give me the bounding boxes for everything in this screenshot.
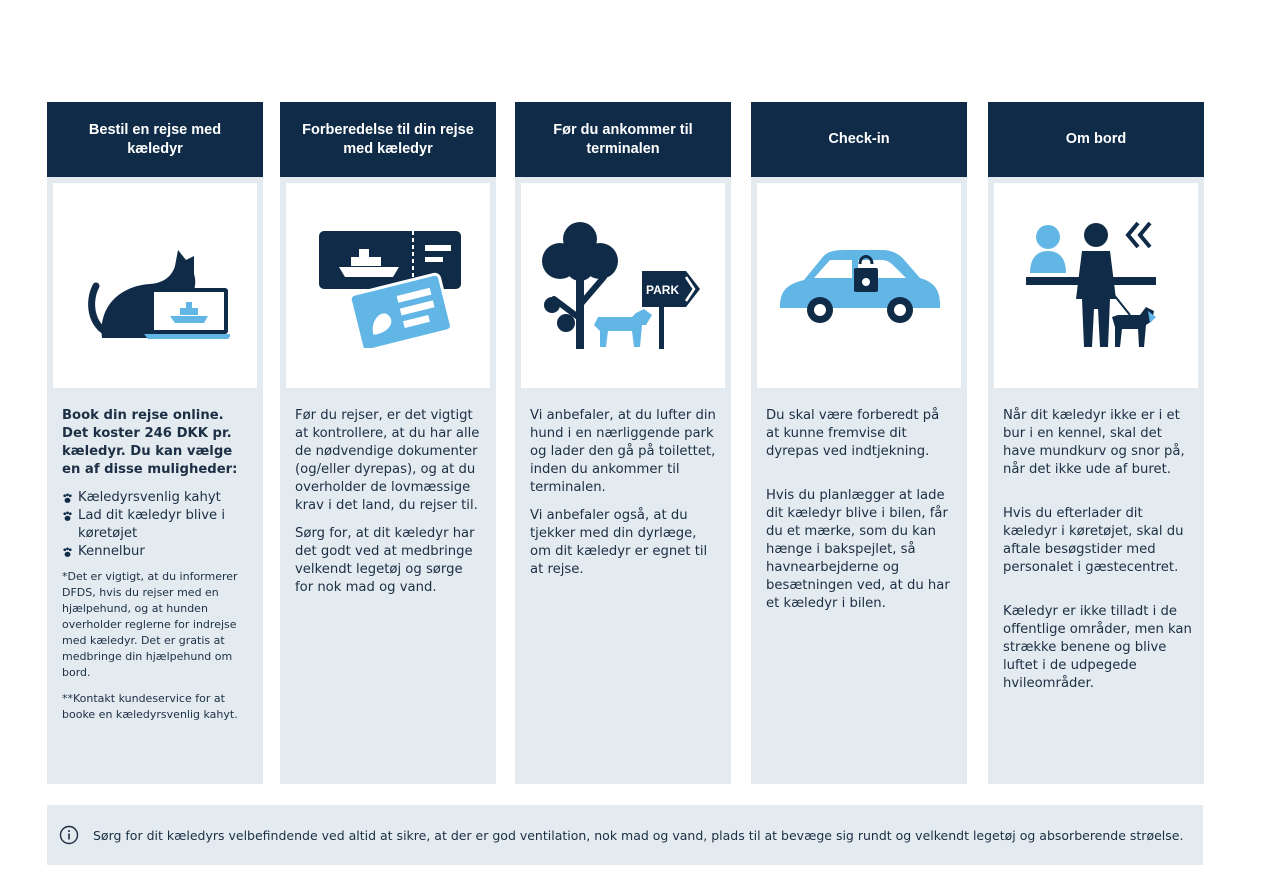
tree-dog-park-icon (538, 221, 708, 351)
paragraph: Sørg for, at dit kæledyr har det godt ved at medbringe velkendt legetøj og sørge for nok mad og vand. (295, 526, 475, 595)
car-tag-icon (774, 246, 944, 326)
intro-text: Book din rejse online. Det koster 246 DKK pr. kæledyr. Du kan vælge en af disse muligheder: (62, 408, 238, 477)
paw-icon (62, 493, 73, 504)
paragraph: Hvis du efterlader dit kæledyr i køretøjet, skal du aftale besøgstider med personalet i gæstecentret. (1003, 506, 1184, 575)
info-footer (47, 805, 1203, 865)
cat-laptop-icon (80, 226, 230, 346)
column-before-terminal (515, 102, 731, 784)
paragraph: Vi anbefaler også, at du tjekker med din dyrlæge, om dit kæledyr er egnet til at rejse. (530, 508, 708, 577)
list-item (62, 543, 251, 561)
column-preparation (280, 102, 496, 784)
options-list (62, 489, 251, 561)
column-title: Bestil en rejse med kæledyr (47, 102, 263, 177)
paragraph: Du skal være forberedt på at kunne fremvise dit dyrepas ved indtjekning. (766, 408, 940, 459)
column-title: Om bord (988, 102, 1204, 177)
list-item (62, 489, 251, 507)
image-panel (994, 183, 1198, 388)
column-on-board (988, 102, 1204, 784)
paragraph: Før du rejser, er det vigtigt at kontrollere, at du har alle de nødvendige dokumenter (og/eller dyrepas), og at du overholder de lovmæssige krav i det land, du rejser til. (295, 408, 480, 513)
column-body (295, 407, 484, 607)
column-body (1003, 407, 1192, 703)
info-icon (59, 825, 79, 845)
footnote: *Det er vigtigt, at du informerer DFDS, hvis du rejser med en hjælpehund, og at hunden overholder reglerne for indrejse med kæledyr. Det er gratis at medbringe din hjælpehund om bord. (62, 570, 238, 679)
ticket-passport-icon (313, 223, 463, 348)
column-check-in (751, 102, 967, 784)
paragraph: Vi anbefaler, at du lufter din hund i en nærliggende park og lader den gå på toilettet, inden du ankommer til terminalen. (530, 408, 716, 495)
option-label: Kennelbur (78, 544, 145, 559)
image-panel (286, 183, 490, 388)
image-panel (521, 183, 725, 388)
park-sign-text: PARK (646, 282, 680, 297)
column-title: Før du ankommer til terminalen (515, 102, 731, 177)
footnote: **Kontakt kundeservice for at booke en kæledyrsvenlig kahyt. (62, 692, 238, 721)
footer-text: Sørg for dit kæledyrs velbefindende ved altid at sikre, at der er god ventilation, nok mad og vand, plads til at bevæge sig rundt og velkendt legetøj og absorberende strøelse. (93, 827, 1184, 843)
person-dog-counter-icon (1026, 221, 1166, 351)
option-label: Kæledyrsvenlig kahyt (78, 490, 221, 505)
column-body (62, 407, 251, 733)
paragraph: Kæledyr er ikke tilladt i de offentlige områder, men kan strække benene og blive luftet i de udpegede hvileområder. (1003, 604, 1192, 691)
list-item (62, 507, 251, 543)
image-panel (53, 183, 257, 388)
column-body (766, 407, 955, 623)
column-title: Forberedelse til din rejse med kæledyr (280, 102, 496, 177)
column-book-trip (47, 102, 263, 784)
paw-icon (62, 547, 73, 558)
column-title: Check-in (751, 102, 967, 177)
paragraph: Hvis du planlægger at lade dit kæledyr blive i bilen, får du et mærke, som du kan hænge i bakspejlet, så havnearbejderne og besætningen ved, at du har et kæledyr i bilen. (766, 488, 950, 611)
image-panel (757, 183, 961, 388)
paragraph: Når dit kæledyr ikke er i et bur i en kennel, skal det have mundkurv og snor på, når det ikke ude af buret. (1003, 408, 1185, 477)
option-label: Lad dit kæledyr blive i køretøjet (78, 508, 226, 541)
column-body (530, 407, 719, 589)
paw-icon (62, 511, 73, 522)
